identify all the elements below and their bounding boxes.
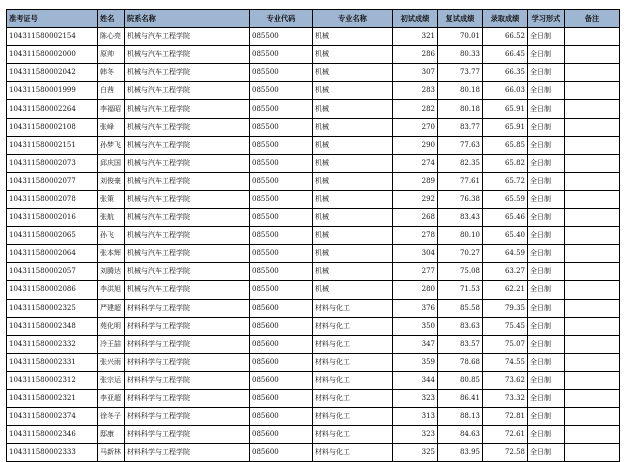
- cell-study-mode: 全日制: [528, 190, 565, 208]
- cell-admission-score: 66.45: [483, 46, 528, 64]
- cell-study-mode: 全日制: [528, 444, 565, 462]
- cell-initial-score: 347: [393, 335, 438, 353]
- cell-major-name: 机械: [313, 82, 393, 100]
- cell-study-mode: 全日制: [528, 82, 565, 100]
- cell-remarks: [565, 281, 620, 299]
- table-row: [7, 353, 620, 371]
- cell-admission-score: 75.07: [483, 335, 528, 353]
- cell-department: 机械与汽车工程学院: [125, 209, 250, 227]
- cell-major-code: 085500: [250, 82, 313, 100]
- cell-study-mode: 全日制: [528, 335, 565, 353]
- cell-major-name: 材料与化工: [313, 444, 393, 462]
- cell-study-mode: 全日制: [528, 389, 565, 407]
- cell-remarks: [565, 227, 620, 245]
- cell-exam-id: 104311580002374: [7, 408, 98, 426]
- cell-admission-score: 73.32: [483, 389, 528, 407]
- cell-retest-score: 73.77: [438, 64, 483, 82]
- cell-admission-score: 72.81: [483, 408, 528, 426]
- cell-exam-id: 104311580002108: [7, 118, 98, 136]
- cell-major-name: 机械: [313, 245, 393, 263]
- cell-study-mode: 全日制: [528, 281, 565, 299]
- header-row: [7, 10, 620, 28]
- cell-initial-score: 323: [393, 426, 438, 444]
- cell-major-name: 材料与化工: [313, 335, 393, 353]
- cell-retest-score: 77.61: [438, 172, 483, 190]
- cell-major-code: 085600: [250, 317, 313, 335]
- cell-name: 韩冬: [98, 64, 125, 82]
- cell-name: 冷王喆: [98, 335, 125, 353]
- cell-department: 机械与汽车工程学院: [125, 245, 250, 263]
- cell-major-code: 085500: [250, 281, 313, 299]
- cell-retest-score: 70.01: [438, 28, 483, 46]
- cell-initial-score: 270: [393, 118, 438, 136]
- cell-major-code: 085500: [250, 209, 313, 227]
- cell-name: 张峰: [98, 118, 125, 136]
- cell-major-name: 机械: [313, 190, 393, 208]
- cell-initial-score: 359: [393, 353, 438, 371]
- cell-name: 白茜: [98, 82, 125, 100]
- cell-exam-id: 104311580002346: [7, 426, 98, 444]
- cell-exam-id: 104311580002077: [7, 172, 98, 190]
- cell-retest-score: 75.08: [438, 263, 483, 281]
- header-department: 院系名称: [125, 10, 250, 28]
- cell-department: 机械与汽车工程学院: [125, 154, 250, 172]
- cell-initial-score: 282: [393, 100, 438, 118]
- cell-name: 孙飞: [98, 227, 125, 245]
- cell-study-mode: 全日制: [528, 136, 565, 154]
- cell-major-name: 机械: [313, 227, 393, 245]
- cell-exam-id: 104311580001999: [7, 82, 98, 100]
- table-row: [7, 190, 620, 208]
- cell-department: 材料科学与工程学院: [125, 317, 250, 335]
- table-row: [7, 317, 620, 335]
- cell-remarks: [565, 46, 620, 64]
- table-row: [7, 46, 620, 64]
- cell-retest-score: 71.53: [438, 281, 483, 299]
- cell-study-mode: 全日制: [528, 353, 565, 371]
- header-admission-score: 录取成绩: [483, 10, 528, 28]
- table-row: [7, 426, 620, 444]
- cell-study-mode: 全日制: [528, 299, 565, 317]
- cell-admission-score: 65.91: [483, 100, 528, 118]
- cell-department: 材料科学与工程学院: [125, 444, 250, 462]
- cell-department: 机械与汽车工程学院: [125, 172, 250, 190]
- cell-admission-score: 75.45: [483, 317, 528, 335]
- cell-major-code: 085500: [250, 172, 313, 190]
- cell-major-code: 085500: [250, 28, 313, 46]
- cell-admission-score: 64.59: [483, 245, 528, 263]
- header-retest-score: 复试成绩: [438, 10, 483, 28]
- cell-department: 机械与汽车工程学院: [125, 64, 250, 82]
- cell-department: 材料科学与工程学院: [125, 408, 250, 426]
- cell-initial-score: 268: [393, 209, 438, 227]
- cell-name: 邱庆国: [98, 154, 125, 172]
- cell-exam-id: 104311580002078: [7, 190, 98, 208]
- table-row: [7, 227, 620, 245]
- cell-initial-score: 286: [393, 46, 438, 64]
- cell-department: 机械与汽车工程学院: [125, 46, 250, 64]
- cell-major-code: 085500: [250, 190, 313, 208]
- cell-remarks: [565, 172, 620, 190]
- cell-major-code: 085600: [250, 408, 313, 426]
- cell-retest-score: 83.63: [438, 317, 483, 335]
- cell-name: 孙梦飞: [98, 136, 125, 154]
- cell-major-name: 机械: [313, 209, 393, 227]
- cell-exam-id: 104311580002086: [7, 281, 98, 299]
- cell-remarks: [565, 371, 620, 389]
- cell-admission-score: 66.03: [483, 82, 528, 100]
- cell-major-name: 机械: [313, 118, 393, 136]
- cell-study-mode: 全日制: [528, 172, 565, 190]
- cell-study-mode: 全日制: [528, 426, 565, 444]
- cell-initial-score: 325: [393, 444, 438, 462]
- cell-name: 陈心亮: [98, 28, 125, 46]
- cell-admission-score: 65.59: [483, 190, 528, 208]
- cell-study-mode: 全日制: [528, 118, 565, 136]
- cell-name: 苑化明: [98, 317, 125, 335]
- cell-study-mode: 全日制: [528, 227, 565, 245]
- cell-major-code: 085500: [250, 100, 313, 118]
- cell-name: 张宗运: [98, 371, 125, 389]
- cell-major-name: 机械: [313, 263, 393, 281]
- cell-retest-score: 85.58: [438, 299, 483, 317]
- cell-major-code: 085500: [250, 154, 313, 172]
- table-row: [7, 154, 620, 172]
- cell-department: 材料科学与工程学院: [125, 353, 250, 371]
- cell-study-mode: 全日制: [528, 46, 565, 64]
- cell-major-code: 085500: [250, 245, 313, 263]
- admission-list-sheet: [6, 9, 620, 462]
- cell-major-code: 085600: [250, 299, 313, 317]
- cell-department: 材料科学与工程学院: [125, 335, 250, 353]
- cell-study-mode: 全日制: [528, 263, 565, 281]
- cell-retest-score: 80.33: [438, 46, 483, 64]
- cell-major-name: 材料与化工: [313, 299, 393, 317]
- admission-table: [6, 9, 620, 462]
- cell-exam-id: 104311580002321: [7, 389, 98, 407]
- cell-admission-score: 65.85: [483, 136, 528, 154]
- cell-name: 张策: [98, 190, 125, 208]
- table-body: [7, 28, 620, 462]
- header-exam-id: 准考证号: [7, 10, 98, 28]
- cell-name: 马新林: [98, 444, 125, 462]
- cell-department: 机械与汽车工程学院: [125, 28, 250, 46]
- cell-remarks: [565, 408, 620, 426]
- cell-name: 李福昭: [98, 100, 125, 118]
- cell-department: 机械与汽车工程学院: [125, 227, 250, 245]
- cell-remarks: [565, 353, 620, 371]
- cell-remarks: [565, 190, 620, 208]
- cell-exam-id: 104311580002073: [7, 154, 98, 172]
- table-row: [7, 263, 620, 281]
- cell-department: 材料科学与工程学院: [125, 371, 250, 389]
- cell-admission-score: 79.35: [483, 299, 528, 317]
- cell-major-code: 085500: [250, 118, 313, 136]
- cell-initial-score: 321: [393, 28, 438, 46]
- cell-retest-score: 80.18: [438, 100, 483, 118]
- cell-department: 材料科学与工程学院: [125, 299, 250, 317]
- cell-exam-id: 104311580002016: [7, 209, 98, 227]
- cell-initial-score: 292: [393, 190, 438, 208]
- header-study-mode: 学习形式: [528, 10, 565, 28]
- cell-major-name: 机械: [313, 64, 393, 82]
- cell-initial-score: 313: [393, 408, 438, 426]
- cell-study-mode: 全日制: [528, 100, 565, 118]
- cell-admission-score: 73.62: [483, 371, 528, 389]
- cell-admission-score: 65.46: [483, 209, 528, 227]
- cell-department: 机械与汽车工程学院: [125, 281, 250, 299]
- cell-retest-score: 83.95: [438, 444, 483, 462]
- cell-major-name: 机械: [313, 28, 393, 46]
- cell-name: 邸康: [98, 426, 125, 444]
- table-row: [7, 100, 620, 118]
- cell-admission-score: 72.61: [483, 426, 528, 444]
- cell-initial-score: 283: [393, 82, 438, 100]
- table-row: [7, 28, 620, 46]
- cell-retest-score: 80.85: [438, 371, 483, 389]
- cell-name: 张兴雨: [98, 353, 125, 371]
- cell-initial-score: 274: [393, 154, 438, 172]
- cell-remarks: [565, 245, 620, 263]
- cell-remarks: [565, 118, 620, 136]
- table-row: [7, 209, 620, 227]
- cell-exam-id: 104311580002325: [7, 299, 98, 317]
- table-row: [7, 389, 620, 407]
- cell-name: 刘俊豪: [98, 172, 125, 190]
- cell-major-name: 机械: [313, 136, 393, 154]
- cell-exam-id: 104311580002348: [7, 317, 98, 335]
- cell-exam-id: 104311580002057: [7, 263, 98, 281]
- table-row: [7, 408, 620, 426]
- cell-major-name: 机械: [313, 46, 393, 64]
- cell-exam-id: 104311580002332: [7, 335, 98, 353]
- cell-admission-score: 65.82: [483, 154, 528, 172]
- cell-retest-score: 77.63: [438, 136, 483, 154]
- cell-name: 原帅: [98, 46, 125, 64]
- cell-exam-id: 104311580002331: [7, 353, 98, 371]
- cell-retest-score: 76.38: [438, 190, 483, 208]
- cell-remarks: [565, 82, 620, 100]
- cell-name: 严建超: [98, 299, 125, 317]
- cell-exam-id: 104311580002042: [7, 64, 98, 82]
- table-row: [7, 245, 620, 263]
- cell-retest-score: 83.77: [438, 118, 483, 136]
- cell-exam-id: 104311580002151: [7, 136, 98, 154]
- cell-study-mode: 全日制: [528, 154, 565, 172]
- cell-major-name: 机械: [313, 100, 393, 118]
- cell-major-code: 085600: [250, 426, 313, 444]
- cell-remarks: [565, 209, 620, 227]
- cell-major-name: 材料与化工: [313, 389, 393, 407]
- cell-major-code: 085500: [250, 136, 313, 154]
- cell-exam-id: 104311580002154: [7, 28, 98, 46]
- cell-major-name: 材料与化工: [313, 426, 393, 444]
- cell-major-name: 材料与化工: [313, 408, 393, 426]
- cell-department: 机械与汽车工程学院: [125, 190, 250, 208]
- table-row: [7, 136, 620, 154]
- table-row: [7, 335, 620, 353]
- header-remarks: 备注: [565, 10, 620, 28]
- cell-admission-score: 66.52: [483, 28, 528, 46]
- cell-retest-score: 84.63: [438, 426, 483, 444]
- cell-study-mode: 全日制: [528, 245, 565, 263]
- cell-initial-score: 277: [393, 263, 438, 281]
- cell-exam-id: 104311580002000: [7, 46, 98, 64]
- header-name: 姓名: [98, 10, 125, 28]
- cell-admission-score: 66.35: [483, 64, 528, 82]
- cell-exam-id: 104311580002312: [7, 371, 98, 389]
- cell-major-code: 085500: [250, 46, 313, 64]
- cell-department: 材料科学与工程学院: [125, 389, 250, 407]
- cell-major-name: 材料与化工: [313, 371, 393, 389]
- table-row: [7, 371, 620, 389]
- cell-remarks: [565, 100, 620, 118]
- cell-major-code: 085600: [250, 335, 313, 353]
- cell-study-mode: 全日制: [528, 64, 565, 82]
- cell-admission-score: 74.55: [483, 353, 528, 371]
- cell-remarks: [565, 154, 620, 172]
- cell-initial-score: 278: [393, 227, 438, 245]
- cell-name: 张本辉: [98, 245, 125, 263]
- cell-retest-score: 83.57: [438, 335, 483, 353]
- table-row: [7, 281, 620, 299]
- cell-remarks: [565, 136, 620, 154]
- cell-exam-id: 104311580002064: [7, 245, 98, 263]
- header-initial-score: 初试成绩: [393, 10, 438, 28]
- cell-name: 李洪旭: [98, 281, 125, 299]
- cell-remarks: [565, 317, 620, 335]
- cell-admission-score: 62.21: [483, 281, 528, 299]
- cell-department: 机械与汽车工程学院: [125, 263, 250, 281]
- cell-name: 刘腾达: [98, 263, 125, 281]
- table-row: [7, 172, 620, 190]
- cell-major-code: 085500: [250, 227, 313, 245]
- cell-admission-score: 65.40: [483, 227, 528, 245]
- cell-initial-score: 280: [393, 281, 438, 299]
- cell-name: 徐冬子: [98, 408, 125, 426]
- cell-admission-score: 65.72: [483, 172, 528, 190]
- table-row: [7, 82, 620, 100]
- cell-name: 李亚超: [98, 389, 125, 407]
- cell-major-name: 材料与化工: [313, 353, 393, 371]
- cell-retest-score: 80.18: [438, 82, 483, 100]
- cell-retest-score: 70.27: [438, 245, 483, 263]
- cell-initial-score: 350: [393, 317, 438, 335]
- cell-remarks: [565, 263, 620, 281]
- cell-study-mode: 全日制: [528, 209, 565, 227]
- cell-exam-id: 104311580002065: [7, 227, 98, 245]
- cell-department: 机械与汽车工程学院: [125, 136, 250, 154]
- cell-remarks: [565, 64, 620, 82]
- cell-major-name: 机械: [313, 172, 393, 190]
- cell-remarks: [565, 335, 620, 353]
- cell-initial-score: 307: [393, 64, 438, 82]
- cell-major-name: 机械: [313, 154, 393, 172]
- cell-remarks: [565, 426, 620, 444]
- cell-department: 材料科学与工程学院: [125, 426, 250, 444]
- cell-department: 机械与汽车工程学院: [125, 82, 250, 100]
- cell-retest-score: 82.35: [438, 154, 483, 172]
- cell-study-mode: 全日制: [528, 371, 565, 389]
- cell-exam-id: 104311580002264: [7, 100, 98, 118]
- cell-initial-score: 344: [393, 371, 438, 389]
- cell-admission-score: 72.58: [483, 444, 528, 462]
- cell-major-code: 085600: [250, 444, 313, 462]
- cell-major-code: 085500: [250, 263, 313, 281]
- cell-department: 机械与汽车工程学院: [125, 100, 250, 118]
- cell-retest-score: 78.68: [438, 353, 483, 371]
- cell-study-mode: 全日制: [528, 28, 565, 46]
- cell-major-code: 085600: [250, 353, 313, 371]
- cell-major-code: 085600: [250, 371, 313, 389]
- cell-retest-score: 88.13: [438, 408, 483, 426]
- cell-major-name: 机械: [313, 281, 393, 299]
- cell-remarks: [565, 28, 620, 46]
- cell-name: 张航: [98, 209, 125, 227]
- cell-study-mode: 全日制: [528, 408, 565, 426]
- cell-initial-score: 323: [393, 389, 438, 407]
- cell-remarks: [565, 299, 620, 317]
- cell-admission-score: 65.91: [483, 118, 528, 136]
- cell-exam-id: 104311580002333: [7, 444, 98, 462]
- cell-admission-score: 63.27: [483, 263, 528, 281]
- cell-study-mode: 全日制: [528, 317, 565, 335]
- cell-initial-score: 289: [393, 172, 438, 190]
- cell-initial-score: 304: [393, 245, 438, 263]
- cell-initial-score: 376: [393, 299, 438, 317]
- cell-retest-score: 86.41: [438, 389, 483, 407]
- cell-remarks: [565, 389, 620, 407]
- cell-initial-score: 290: [393, 136, 438, 154]
- table-row: [7, 118, 620, 136]
- cell-major-name: 材料与化工: [313, 317, 393, 335]
- cell-department: 机械与汽车工程学院: [125, 118, 250, 136]
- cell-retest-score: 80.10: [438, 227, 483, 245]
- table-row: [7, 64, 620, 82]
- header-major-name: 专业名称: [313, 10, 393, 28]
- cell-major-code: 085600: [250, 389, 313, 407]
- cell-retest-score: 83.43: [438, 209, 483, 227]
- cell-major-code: 085500: [250, 64, 313, 82]
- table-row: [7, 299, 620, 317]
- header-major-code: 专业代码: [250, 10, 313, 28]
